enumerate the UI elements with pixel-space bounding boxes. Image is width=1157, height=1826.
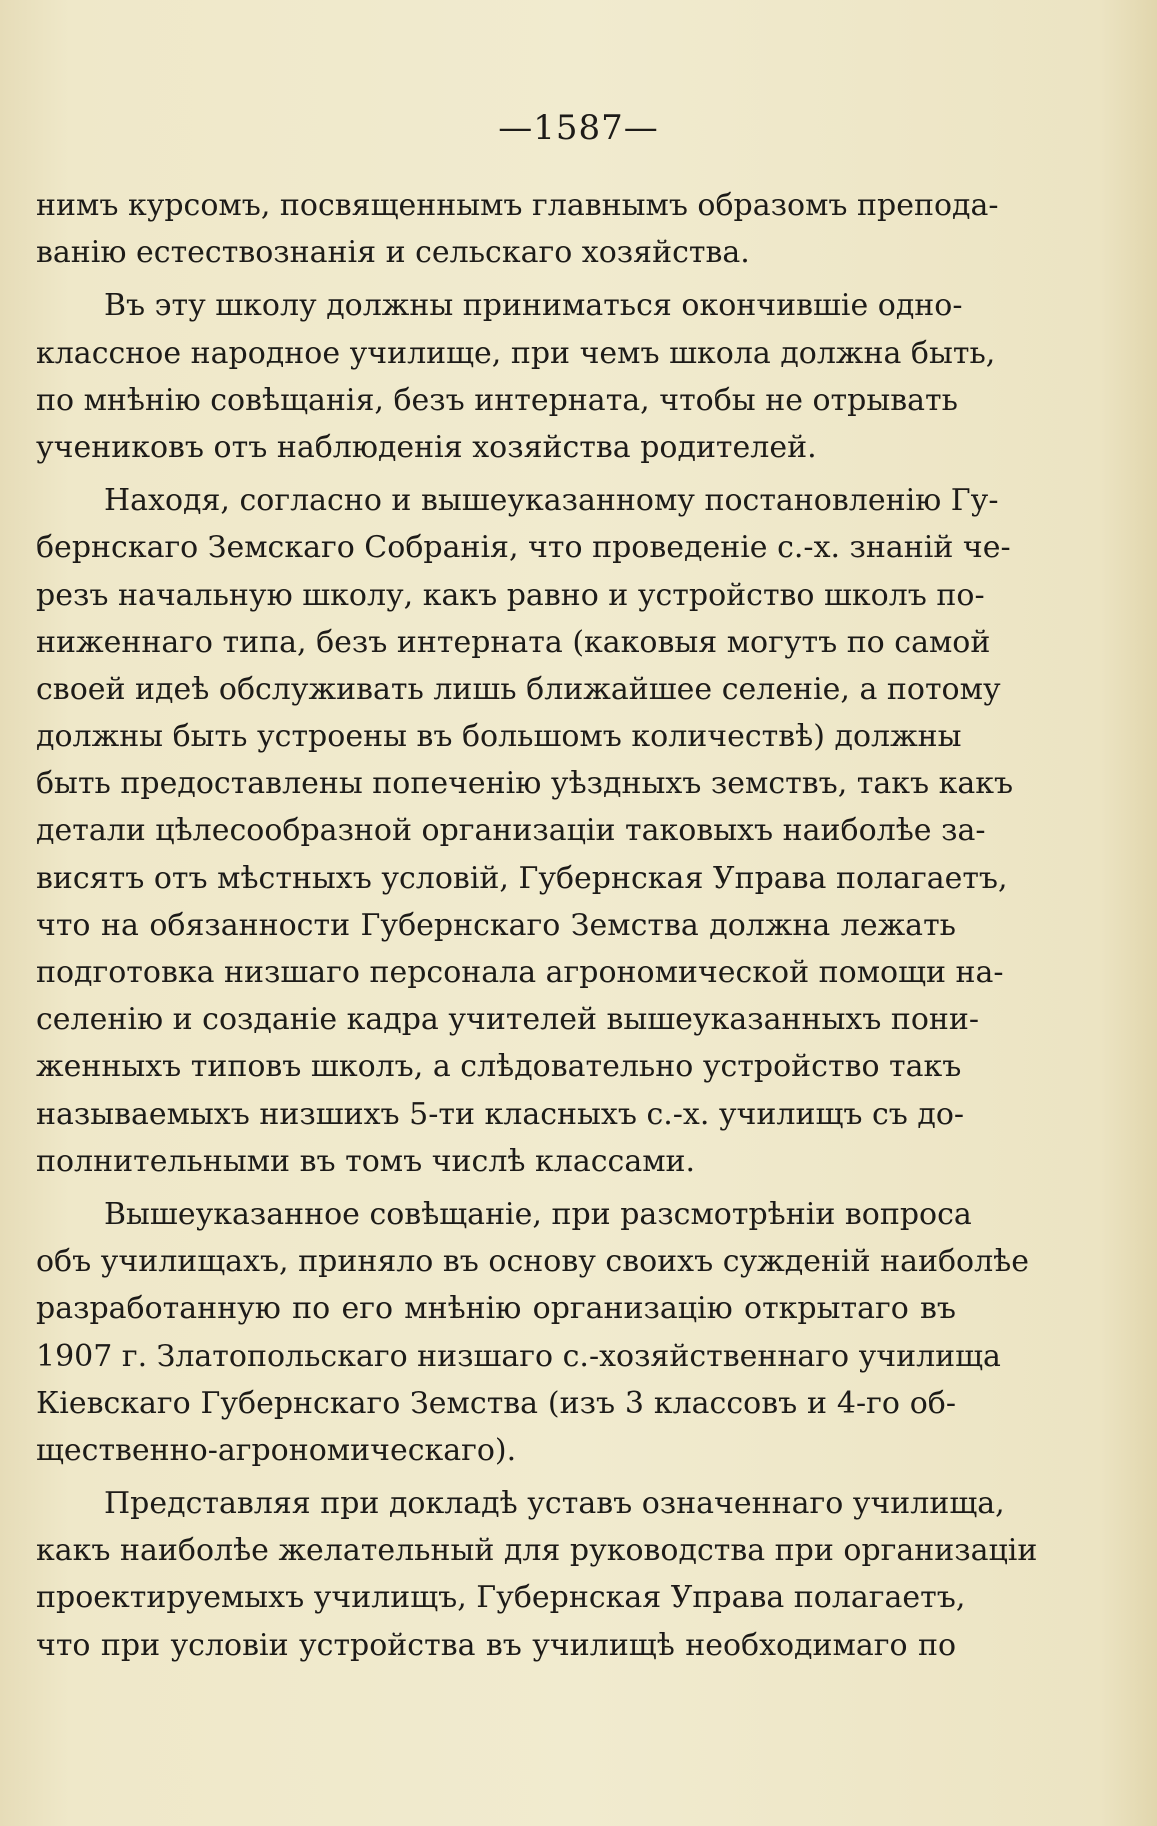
paragraph-start-line: Представляя при докладѣ уставъ означеннаго училища, (104, 1486, 1005, 1522)
text-line: должны быть устроены въ большомъ количествѣ) должны (36, 719, 962, 755)
text-line: бернскаго Земскаго Собранія, что проведеніе с.-х. знаній че- (36, 530, 1011, 566)
text-line: называемыхъ низшихъ 5-ти класныхъ с.-х. училищъ съ до- (36, 1096, 965, 1132)
text-line: классное народное училище, при чемъ школа должна быть, (36, 335, 996, 371)
text-line: 1907 г. Златопольскаго низшаго с.-хозяйственнаго училища (36, 1338, 1001, 1374)
paragraph-start-line: Въ эту школу должны приниматься окончившіе одно- (104, 288, 963, 324)
text-line: что на обязанности Губернскаго Земства должна лежать (36, 907, 956, 943)
text-line: подготовка низшаго персонала агрономической помощи на- (36, 955, 1004, 990)
text-line: висятъ отъ мѣстныхъ условій, Губернская Управа полагаетъ, (36, 860, 1008, 896)
text-line: по мнѣнію совѣщанія, безъ интерната, чтобы не отрывать (36, 382, 958, 418)
text-line: Кіевскаго Губернскаго Земства (изъ 3 классовъ и 4-го об- (36, 1385, 956, 1421)
text-line: какъ наиболѣе желательный для руководства при организаціи (36, 1533, 1038, 1569)
text-line: полнительными въ томъ числѣ классами. (36, 1143, 696, 1179)
text-line: женныхъ типовъ школъ, а слѣдовательно устройство такъ (36, 1049, 962, 1085)
text-line: быть предоставлены попеченію уѣздныхъ земствъ, такъ какъ (36, 766, 1014, 802)
text-line: объ училищахъ, приняло въ основу своихъ сужденій наиболѣе (36, 1244, 1030, 1280)
page-number: —1587— (498, 108, 659, 148)
text-line: нимъ курсомъ, посвященнымъ главнымъ образомъ препода- (36, 188, 999, 223)
text-line: проектируемыхъ училищъ, Губернская Управа полагаетъ, (36, 1580, 966, 1616)
text-line: щественно-агрономическаго). (36, 1432, 517, 1468)
text-line: что при условіи устройства въ училищѣ необходимаго по (36, 1627, 956, 1663)
body-text (36, 182, 1038, 1669)
text-line: детали цѣлесообразной организаціи таковыхъ наиболѣе за- (36, 813, 986, 849)
text-line: селенію и созданіе кадра учителей вышеуказанныхъ пони- (36, 1002, 980, 1038)
text-line: учениковъ отъ наблюденія хозяйства родителей. (36, 429, 817, 465)
paragraph-start-line: Вышеуказанное совѣщаніе, при разсмотрѣніи вопроса (104, 1196, 972, 1232)
text-line: разработанную по его мнѣнію организацію открытаго въ (36, 1291, 956, 1327)
paragraph-start-line: Находя, согласно и вышеуказанному постановленію Гу- (104, 483, 999, 519)
text-line: ниженнаго типа, безъ интерната (каковыя могутъ по самой (36, 624, 991, 660)
text-line: ванію естествознанія и сельскаго хозяйства. (36, 235, 750, 271)
text-line: своей идеѣ обслуживать лишь ближайшее селеніе, а потому (36, 671, 1001, 707)
text-line: резъ начальную школу, какъ равно и устройство школъ по- (36, 577, 985, 613)
